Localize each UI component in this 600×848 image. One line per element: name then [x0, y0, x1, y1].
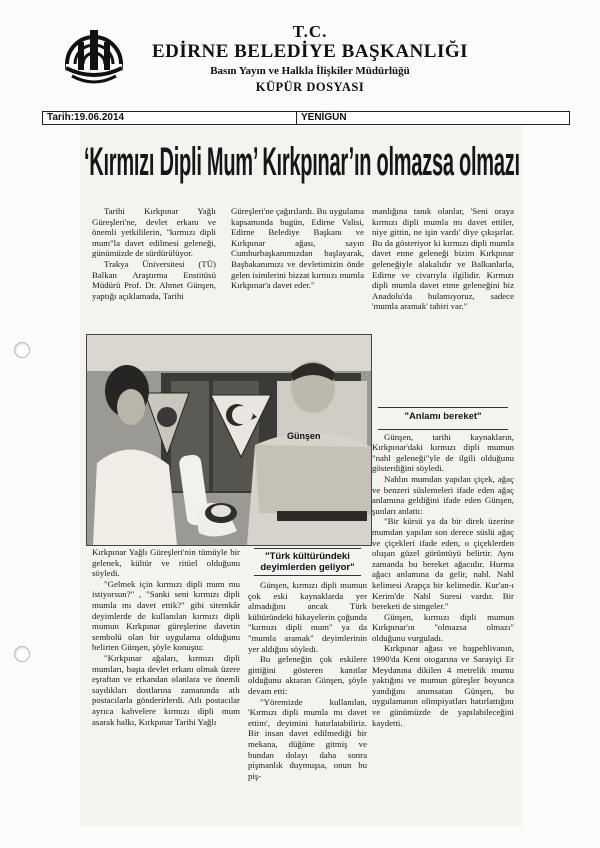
paragraph: manlığına tanık olanlar, 'Seni oraya kırmızı dipli mumla mı davet ettiler, niye gittin, ne işin vardı' diye çıkışırlar. Bu da gösteriyor ki kırmızı dipli mumla davet etme geleneği bizim Kırkpınar geleneğiyle alakalıdır ve Balkanlarla, Edirne ve civarıyla ilgilidir. Kırmızı dipli mumla davet etme geleneğini biz Anadolu'da bulamıyoruz, sadece 'mumla aramak' tabiri var."	[372, 206, 514, 312]
header-municipality: EDİRNE BELEDİYE BAŞKANLIĞI	[151, 41, 469, 62]
caption-rule	[254, 548, 361, 549]
article-column-3	[372, 206, 514, 312]
header-department: Basın Yayın ve Halkla İlişkiler Müdürlüğü	[210, 65, 410, 77]
article-headline	[84, 132, 520, 192]
article-photo	[86, 334, 372, 546]
punch-hole	[14, 342, 30, 358]
paragraph: Kırkpınar Yağlı Güreşleri'nin tümüyle bir gelenek, kültür ve ritüel olduğunu söyledi.	[92, 547, 240, 579]
paragraph: "Gelmek için kırmızı dipli mum mu istiyorsun?" , "Sanki seni kırmızı dipli mumla mı davet ettik?" gibi sitemkâr deyimlerde de kullanılan kırmızı dipli mumun Kırkpınar güreşlerine davetin sembolü olan bir uygulama olduğunu belirten Günşen, şöyle konuştu:	[92, 578, 240, 653]
paragraph: Tarihi Kırkpınar Yağlı Güreşleri'ne, devlet erkanı ve önemli yetkililerin, "kırmızı dipli mum"la davet edilmesi geleneği, günümüzde de sürdürülüyor.	[92, 206, 216, 259]
article-column-1-lower	[92, 547, 240, 727]
paragraph: "Bir kürsü ya da bir direk üzerine mumdan yapılan son derece süslü ağaç ve çiçekleri ifade eden, o çiçeklerden oluşan güzel görüntüyü belirtir. Aynı zamanda bu bereket ağacıdır. Hurma ağacı anlamına da gelir, nahl. Nahl kelimesi Arapça bir kelimedir. Kur'an-ı Kerim'de Nahl Suresi vardır. Bir bereketi de simgeler."	[372, 516, 514, 612]
paragraph: Günşen, tarihi kaynakların, Kırkpınar'daki kırmızı dipli mumun "nahl geleneği"yle de ilgili olduğunu gösterdiğini söyledi.	[372, 431, 514, 474]
subhead-rule	[378, 429, 508, 430]
paragraph: "Kırkpınar ağaları, kırmızı dipli mumları, başta devlet erkanı olmak üzere eşraftan ve erkandan olanlara ve önemli saydıkları dostlarına zamanında atlı postacılarla gönderirlerdi. Atlı postacılar ayrıca kahvelere kırmızı dipli mum asarak halkı, Kırkpınar Tarihi Yağlı	[92, 652, 240, 727]
article-column-1	[92, 206, 216, 301]
headline-text: ‘Kırmızı Dipli Mum’ Kırkpınar’ın olmazsa olmazı	[84, 140, 520, 184]
paragraph: Kırkpınar ağası ve başpehlivanın, 1990'da Kent otogarına ve Sarayiçi Er Meydanına dikilen 4 metrelik mumu yaktığını ve mumun güreşler boyunca yandığını anımsatan Günşen, bu uygulamanın olimpiyatları hatırlattığını ve günümüzde de yapılabileceğini kaydetti.	[372, 643, 514, 728]
subhead-rule	[378, 407, 508, 408]
paragraph: Bu geleneğin çok eskilere gittiğini gösteren kanıtlar olduğunu aktaran Günşen, şöyle devam etti:	[248, 654, 367, 696]
punch-hole	[14, 646, 30, 662]
paragraph: Günşen, kırmızı dipli mumun çok eski kaynaklarda yer almadığını ancak Türk kültüründeki hikayelerin çoğunda "kırmızı dipli mum" ya da "mumla aramak" deyimlerinin yer aldığını söyledi.	[248, 580, 367, 654]
paragraph: Trakya Üniversitesi (TÜ) Balkan Araştırma Enstitüsü Müdürü Prof. Dr. Ahmet Günşen, yaptığı açıklamada, Tarihi	[92, 258, 216, 301]
caption-rule	[254, 575, 361, 576]
article-column-2-lower	[248, 580, 367, 781]
photo-label: Günşen	[287, 431, 321, 441]
source-field: YENİGÜN	[296, 111, 570, 125]
municipality-logo-icon	[62, 24, 126, 96]
date-field: Tarih:19.06.2014	[42, 111, 298, 125]
header-file-type: KÜPÜR DOSYASI	[255, 80, 365, 94]
paragraph: Güreşleri'ne çağırılardı. Bu uygulama kapsamında bugün, Edirne Valisi, Edirne Belediye Başkanı ve Kırkpınar ağası, sayın Cumhurbaşkanımızdan başlayarak, Başbakanımızı ve devletimizin önde gelen isimlerini bizzat kırmızı mumla Kırkpınar'a davet eder."	[231, 206, 364, 291]
paragraph: "Yöremizde kullanılan, 'Kırmızı dipli mumla mı davet ettim', deyimini hatırlatabiliriz. Bir insan davet edilmediği bir mekana, düğüne gitmiş ve bundan dolayı daha sonra pişmanlık duymuşsa, onun bu piş-	[248, 696, 367, 781]
paragraph: Nahlın mumdan yapılan çiçek, ağaç ve benzeri süslemeleri ifade eden ağaç anlamına geldiğini ifade eden Günşen, şunları anlattı:	[372, 473, 514, 516]
caption-text: "Türk kültüründeki deyimlerden geliyor"	[260, 551, 355, 573]
article-column-3-lower	[372, 405, 514, 728]
photo-caption	[248, 546, 367, 578]
header-tc: T.C.	[292, 22, 328, 41]
subheading: "Anlamı bereket"	[404, 411, 482, 422]
paragraph: Günşen, kırmızı dipli mumun Kırkpınar'ın "olmazsa olmazı" olduğunu vurguladı.	[372, 611, 514, 643]
photo-image	[87, 335, 371, 545]
article-column-2	[231, 206, 364, 291]
